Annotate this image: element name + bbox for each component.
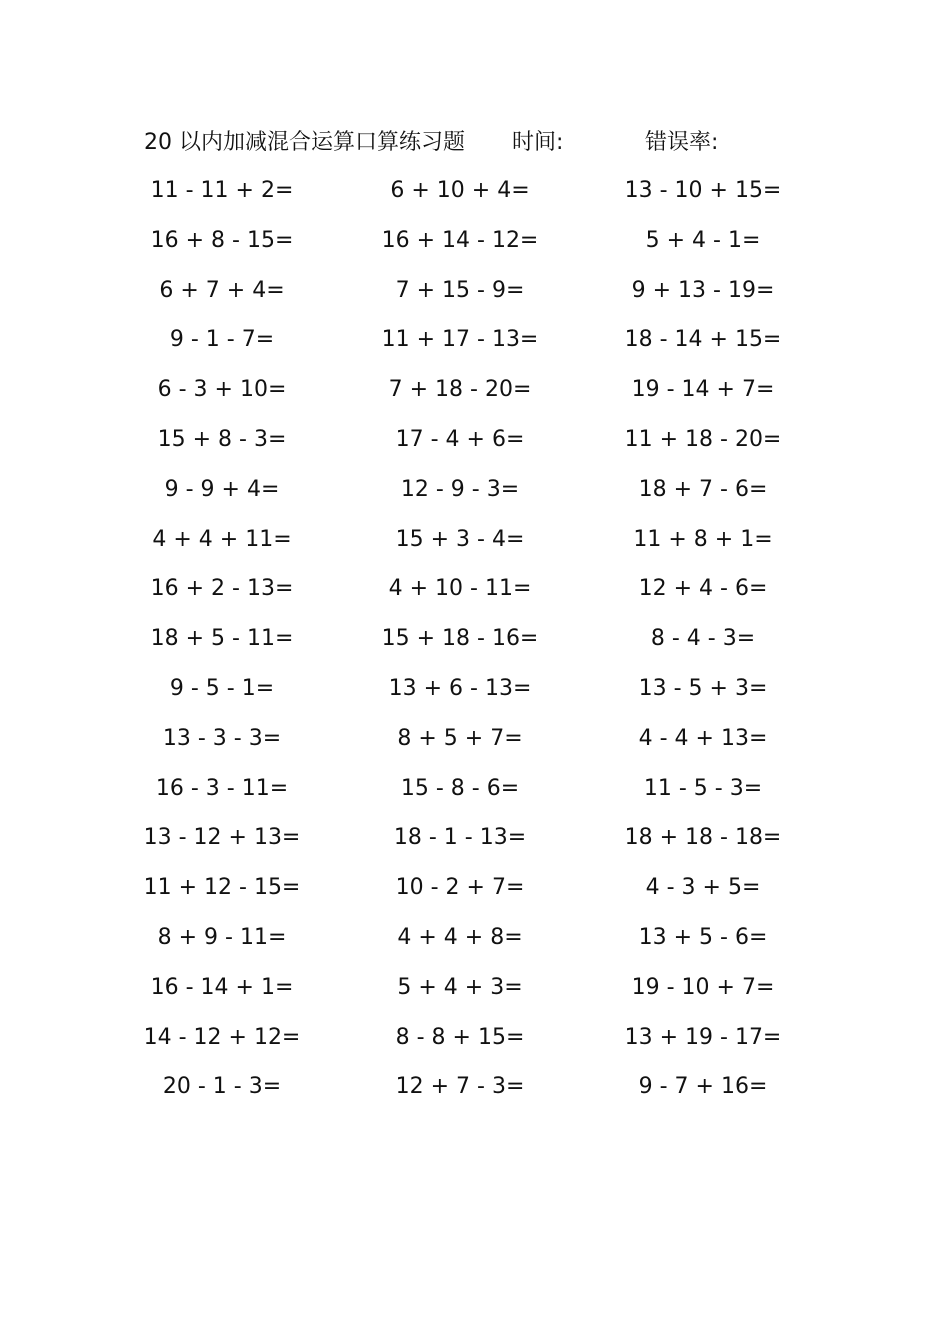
problem-row <box>0 619 950 669</box>
arithmetic-problem: 16 + 14 - 12= <box>381 227 539 253</box>
problem-row <box>0 1067 950 1117</box>
problem-row <box>0 1018 950 1068</box>
problem-row <box>0 818 950 868</box>
arithmetic-problem: 4 - 3 + 5= <box>645 875 761 901</box>
arithmetic-problem: 9 - 9 + 4= <box>164 476 280 502</box>
problem-row <box>0 719 950 769</box>
arithmetic-problem: 4 + 4 + 11= <box>152 526 292 552</box>
arithmetic-problem: 12 + 4 - 6= <box>638 576 768 602</box>
arithmetic-problem: 10 - 2 + 7= <box>395 875 525 901</box>
arithmetic-problem: 9 - 1 - 7= <box>169 327 275 353</box>
arithmetic-problem: 18 + 5 - 11= <box>150 626 294 652</box>
problem-row <box>0 320 950 370</box>
arithmetic-problem: 15 + 18 - 16= <box>381 626 539 652</box>
arithmetic-problem: 16 + 2 - 13= <box>150 576 294 602</box>
arithmetic-problem: 19 - 14 + 7= <box>631 377 775 403</box>
arithmetic-problem: 9 - 5 - 1= <box>169 675 275 701</box>
arithmetic-problem: 16 - 3 - 11= <box>155 775 289 801</box>
arithmetic-problem: 13 - 10 + 15= <box>624 178 782 203</box>
worksheet-header <box>0 125 950 161</box>
arithmetic-problem: 6 + 7 + 4= <box>159 277 285 303</box>
arithmetic-problem: 6 + 10 + 4= <box>390 178 530 203</box>
arithmetic-problem: 5 + 4 + 3= <box>397 974 523 1000</box>
arithmetic-problem: 12 - 9 - 3= <box>400 476 520 502</box>
problem-row <box>0 221 950 271</box>
problem-row <box>0 420 950 470</box>
arithmetic-problem: 4 + 10 - 11= <box>388 576 532 602</box>
arithmetic-problem: 14 - 12 + 12= <box>143 1024 301 1050</box>
arithmetic-problem: 11 + 18 - 20= <box>624 426 782 452</box>
arithmetic-problem: 11 + 17 - 13= <box>381 327 539 353</box>
arithmetic-problem: 11 + 12 - 15= <box>143 875 301 901</box>
arithmetic-problem: 13 - 12 + 13= <box>143 825 301 851</box>
arithmetic-problem: 15 - 8 - 6= <box>400 775 520 801</box>
arithmetic-problem: 6 - 3 + 10= <box>157 377 287 403</box>
worksheet-title: 20 以内加减混合运算口算练习题 <box>144 130 465 155</box>
arithmetic-problem: 8 + 9 - 11= <box>157 924 287 950</box>
error-rate-label: 错误率: <box>645 130 719 155</box>
arithmetic-problem: 15 + 3 - 4= <box>395 526 525 552</box>
arithmetic-problem: 16 + 8 - 15= <box>150 227 294 253</box>
problem-row <box>0 669 950 719</box>
problem-row <box>0 520 950 570</box>
arithmetic-problem: 7 + 18 - 20= <box>388 377 532 403</box>
arithmetic-problem: 7 + 15 - 9= <box>395 277 525 303</box>
problem-row <box>0 271 950 321</box>
arithmetic-problem: 8 - 8 + 15= <box>395 1024 525 1050</box>
problem-row <box>0 470 950 520</box>
arithmetic-problem: 13 - 3 - 3= <box>162 725 282 751</box>
arithmetic-problem: 20 - 1 - 3= <box>162 1074 282 1100</box>
problem-row <box>0 370 950 420</box>
arithmetic-problem: 5 + 4 - 1= <box>645 227 761 253</box>
time-label: 时间: <box>512 130 564 155</box>
problem-row <box>0 918 950 968</box>
arithmetic-problem: 19 - 10 + 7= <box>631 974 775 1000</box>
arithmetic-problem: 18 + 7 - 6= <box>638 476 768 502</box>
problem-row <box>0 769 950 819</box>
arithmetic-problem: 8 + 5 + 7= <box>397 725 523 751</box>
arithmetic-problem: 18 - 1 - 13= <box>393 825 527 851</box>
arithmetic-problem: 18 + 18 - 18= <box>624 825 782 851</box>
arithmetic-problem: 9 - 7 + 16= <box>638 1074 768 1100</box>
arithmetic-problem: 8 - 4 - 3= <box>650 626 756 652</box>
problem-row <box>0 171 950 221</box>
problem-row <box>0 968 950 1018</box>
problem-row <box>0 569 950 619</box>
arithmetic-problem: 11 + 8 + 1= <box>633 526 773 552</box>
arithmetic-problem: 15 + 8 - 3= <box>157 426 287 452</box>
arithmetic-problem: 13 + 19 - 17= <box>624 1024 782 1050</box>
arithmetic-problem: 17 - 4 + 6= <box>395 426 525 452</box>
arithmetic-problem: 13 + 6 - 13= <box>388 675 532 701</box>
arithmetic-problem: 4 + 4 + 8= <box>397 924 523 950</box>
arithmetic-problem: 13 + 5 - 6= <box>638 924 768 950</box>
problem-grid <box>0 171 950 1117</box>
arithmetic-problem: 11 - 5 - 3= <box>643 775 763 801</box>
arithmetic-problem: 12 + 7 - 3= <box>395 1074 525 1100</box>
arithmetic-problem: 13 - 5 + 3= <box>638 675 768 701</box>
arithmetic-problem: 11 - 11 + 2= <box>150 178 294 203</box>
arithmetic-problem: 4 - 4 + 13= <box>638 725 768 751</box>
problem-row <box>0 868 950 918</box>
arithmetic-problem: 16 - 14 + 1= <box>150 974 294 1000</box>
arithmetic-problem: 9 + 13 - 19= <box>631 277 775 303</box>
arithmetic-problem: 18 - 14 + 15= <box>624 327 782 353</box>
